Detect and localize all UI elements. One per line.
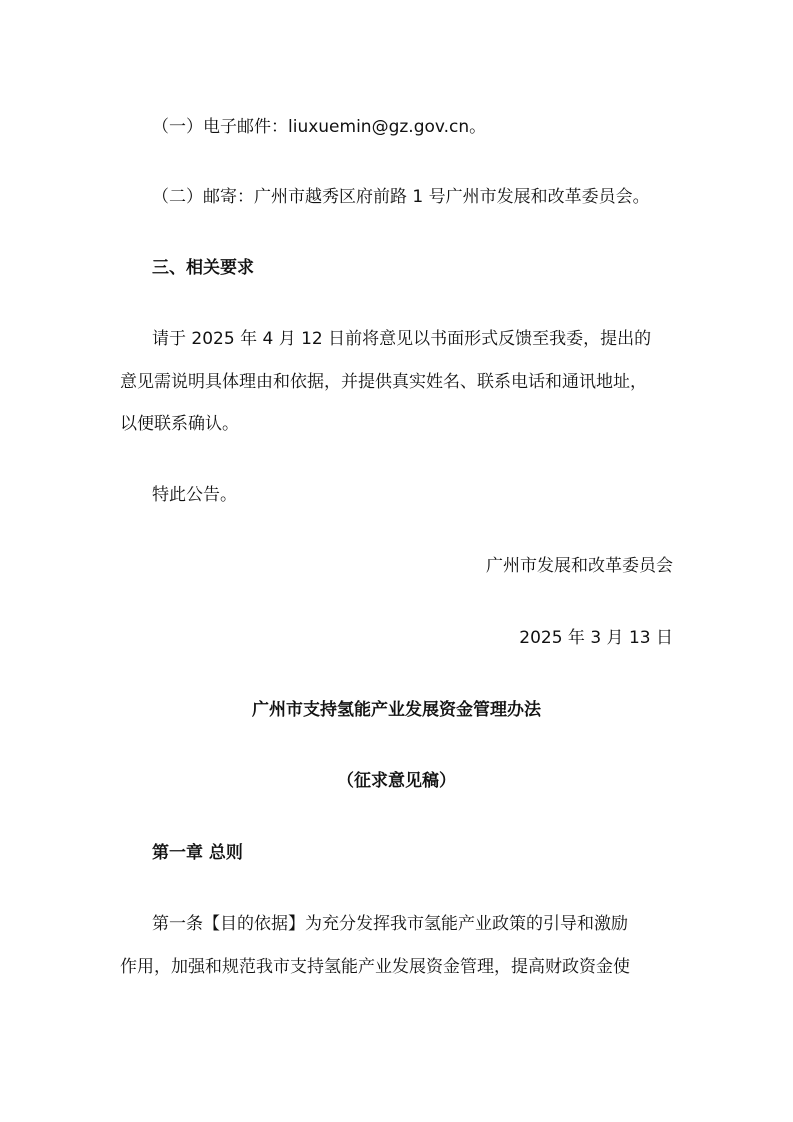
contact-mail-line: （二）邮寄：广州市越秀区府前路 1 号广州市发展和改革委员会。 — [152, 187, 650, 207]
section3-heading: 三、相关要求 — [152, 258, 254, 278]
issue-date: 2025 年 3 月 13 日 — [519, 628, 673, 648]
section3-paragraph-line: 请于 2025 年 4 月 12 日前将意见以书面形式反馈至我委，提出的 — [152, 329, 652, 349]
article1-line: 第一条【目的依据】为充分发挥我市氢能产业政策的引导和激励 — [152, 914, 628, 934]
issuer-name: 广州市发展和改革委员会 — [486, 556, 673, 576]
article1-line: 作用，加强和规范我市支持氢能产业发展资金管理，提高财政资金使 — [120, 957, 630, 977]
closing-notice: 特此公告。 — [152, 485, 237, 505]
contact-email-line: （一）电子邮件：liuxuemin@gz.gov.cn。 — [152, 117, 487, 137]
regulation-title: 广州市支持氢能产业发展资金管理办法 — [252, 700, 541, 720]
chapter-heading: 第一章 总则 — [152, 843, 243, 863]
section3-paragraph-line: 意见需说明具体理由和依据，并提供真实姓名、联系电话和通讯地址， — [120, 372, 647, 392]
regulation-subtitle: （征求意见稿） — [337, 771, 456, 791]
section3-paragraph-line: 以便联系确认。 — [120, 414, 239, 434]
